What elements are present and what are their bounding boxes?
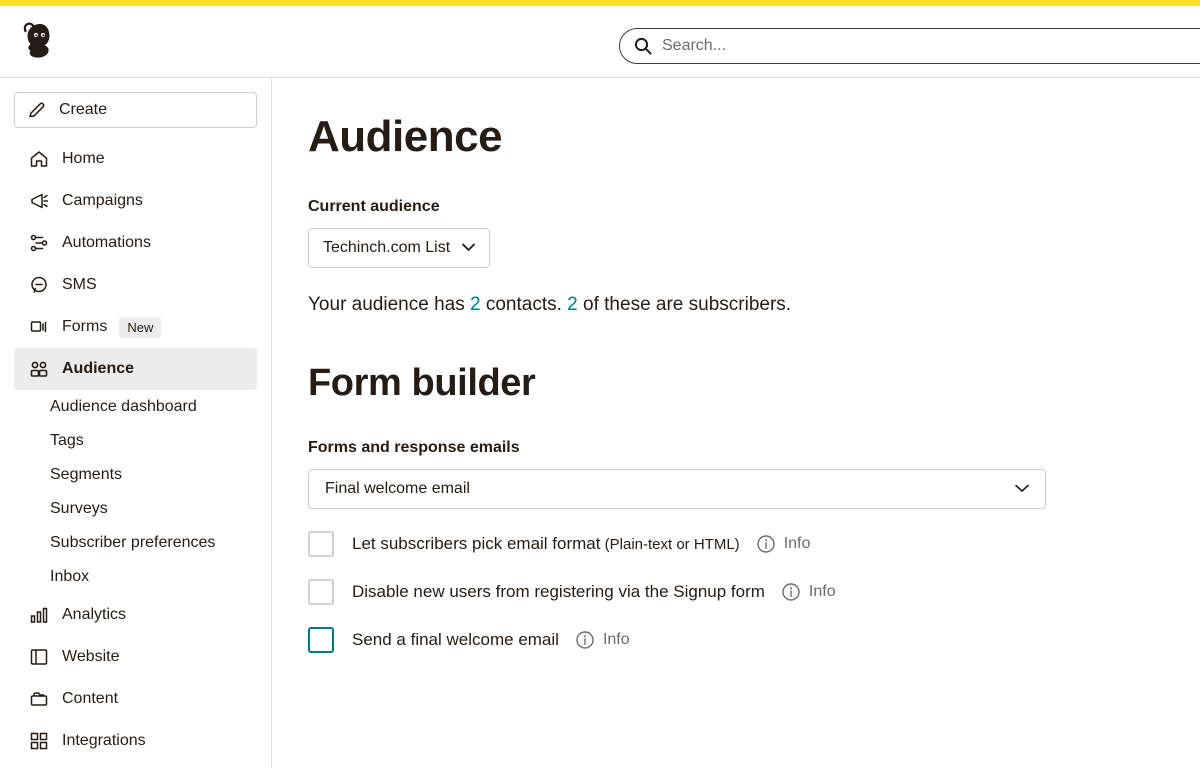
info-link-final-welcome-email[interactable] <box>575 630 630 650</box>
automations-icon <box>28 233 50 253</box>
chevron-down-icon <box>1015 480 1029 498</box>
form-builder-title: Form builder <box>308 362 536 404</box>
subscribers-count: 2 <box>567 294 578 315</box>
search-bar[interactable] <box>619 28 1200 64</box>
info-link-email-format[interactable] <box>756 534 811 554</box>
sidebar-subitem-inbox[interactable] <box>0 560 271 594</box>
sidebar-subitem-label: Segments <box>50 466 123 483</box>
create-button-label: Create <box>59 101 108 118</box>
option-label-text: Send a final welcome email <box>352 630 559 649</box>
chat-bubble-icon <box>28 275 50 295</box>
forms-select[interactable] <box>308 469 1046 509</box>
sidebar-item-website[interactable] <box>14 636 257 678</box>
option-row-final-welcome-email <box>308 627 1160 653</box>
sidebar-subitem-label: Audience dashboard <box>50 398 197 415</box>
info-circle-icon <box>756 534 776 554</box>
info-label: Info <box>602 631 630 648</box>
sidebar-subitem-tags[interactable] <box>0 424 271 458</box>
info-label: Info <box>808 583 836 600</box>
search-icon <box>634 37 652 55</box>
sidebar-item-sms[interactable] <box>14 264 257 306</box>
checkbox-final-welcome-email[interactable] <box>308 627 334 653</box>
sidebar-subitem-surveys[interactable] <box>0 492 271 526</box>
search-input[interactable] <box>662 37 1200 55</box>
sidebar-item-home[interactable] <box>14 138 257 180</box>
sidebar-item-integrations[interactable] <box>14 720 257 762</box>
sidebar-subitem-label: Inbox <box>50 568 90 585</box>
stats-suffix: of these are subscribers. <box>577 294 792 315</box>
sidebar-item-automations[interactable] <box>14 222 257 264</box>
logo-container[interactable] <box>0 20 72 64</box>
mailchimp-freddie-logo <box>18 20 62 64</box>
audience-stats <box>308 294 1160 316</box>
bar-chart-icon <box>28 605 50 625</box>
sidebar-item-forms[interactable] <box>14 306 257 348</box>
body-row <box>0 78 1200 768</box>
audience-icon <box>28 359 50 379</box>
sidebar-item-label: Home <box>62 150 105 167</box>
pencil-icon <box>27 100 47 120</box>
current-audience-label: Current audience <box>308 198 440 215</box>
sidebar-item-label: Content <box>62 690 119 707</box>
contacts-count: 2 <box>469 294 481 315</box>
sidebar-item-label: Forms <box>62 318 108 335</box>
sidebar-item-label: Website <box>62 648 120 665</box>
megaphone-icon <box>28 191 50 211</box>
sidebar-item-campaigns[interactable] <box>14 180 257 222</box>
option-row-email-format <box>308 531 1160 557</box>
content-icon <box>28 689 50 709</box>
forms-icon <box>28 317 50 337</box>
website-icon <box>28 647 50 667</box>
sidebar-item-audience[interactable] <box>14 348 257 390</box>
option-sublabel-text: (Plain-text or HTML) <box>600 536 740 553</box>
info-circle-icon <box>781 582 801 602</box>
option-label <box>352 534 740 554</box>
grid-icon <box>28 731 50 751</box>
sidebar-item-label: SMS <box>62 276 97 293</box>
option-row-disable-signup <box>308 579 1160 605</box>
forms-select-value: Final welcome email <box>325 480 470 497</box>
main-content <box>272 78 1200 768</box>
audience-select-value: Techinch.com List <box>323 239 451 256</box>
sidebar-item-label: Analytics <box>62 606 127 623</box>
sidebar-subitem-subscriber-preferences[interactable] <box>0 526 271 560</box>
checkbox-email-format[interactable] <box>308 531 334 557</box>
page-title: Audience <box>308 112 503 161</box>
option-label <box>352 582 765 602</box>
sidebar-subitem-audience-dashboard[interactable] <box>0 390 271 424</box>
info-circle-icon <box>575 630 595 650</box>
sidebar-subitem-label: Subscriber preferences <box>50 534 216 551</box>
chevron-down-icon <box>462 239 475 257</box>
sidebar <box>0 78 272 768</box>
info-label: Info <box>783 535 811 552</box>
sidebar-item-content[interactable] <box>14 678 257 720</box>
option-label-text: Disable new users from registering via the Signup form <box>352 582 765 601</box>
forms-new-badge: New <box>119 317 161 338</box>
checkbox-disable-signup[interactable] <box>308 579 334 605</box>
audience-select[interactable] <box>308 228 490 268</box>
stats-middle: contacts. <box>480 294 568 315</box>
sidebar-item-label: Automations <box>62 234 151 251</box>
option-label <box>352 630 559 650</box>
home-icon <box>28 149 50 169</box>
sidebar-item-label: Audience <box>62 360 135 377</box>
sidebar-item-label: Integrations <box>62 732 146 749</box>
stats-prefix: Your audience has <box>308 294 470 315</box>
app-header <box>0 6 1200 78</box>
sidebar-subitem-label: Surveys <box>50 500 108 517</box>
sidebar-item-label: Campaigns <box>62 192 143 209</box>
create-button[interactable] <box>14 92 257 128</box>
forms-label: Forms and response emails <box>308 439 520 456</box>
info-link-disable-signup[interactable] <box>781 582 836 602</box>
sidebar-subitem-segments[interactable] <box>0 458 271 492</box>
sidebar-item-analytics[interactable] <box>14 594 257 636</box>
option-label-text: Let subscribers pick email format <box>352 534 601 553</box>
sidebar-subitem-label: Tags <box>50 432 84 449</box>
